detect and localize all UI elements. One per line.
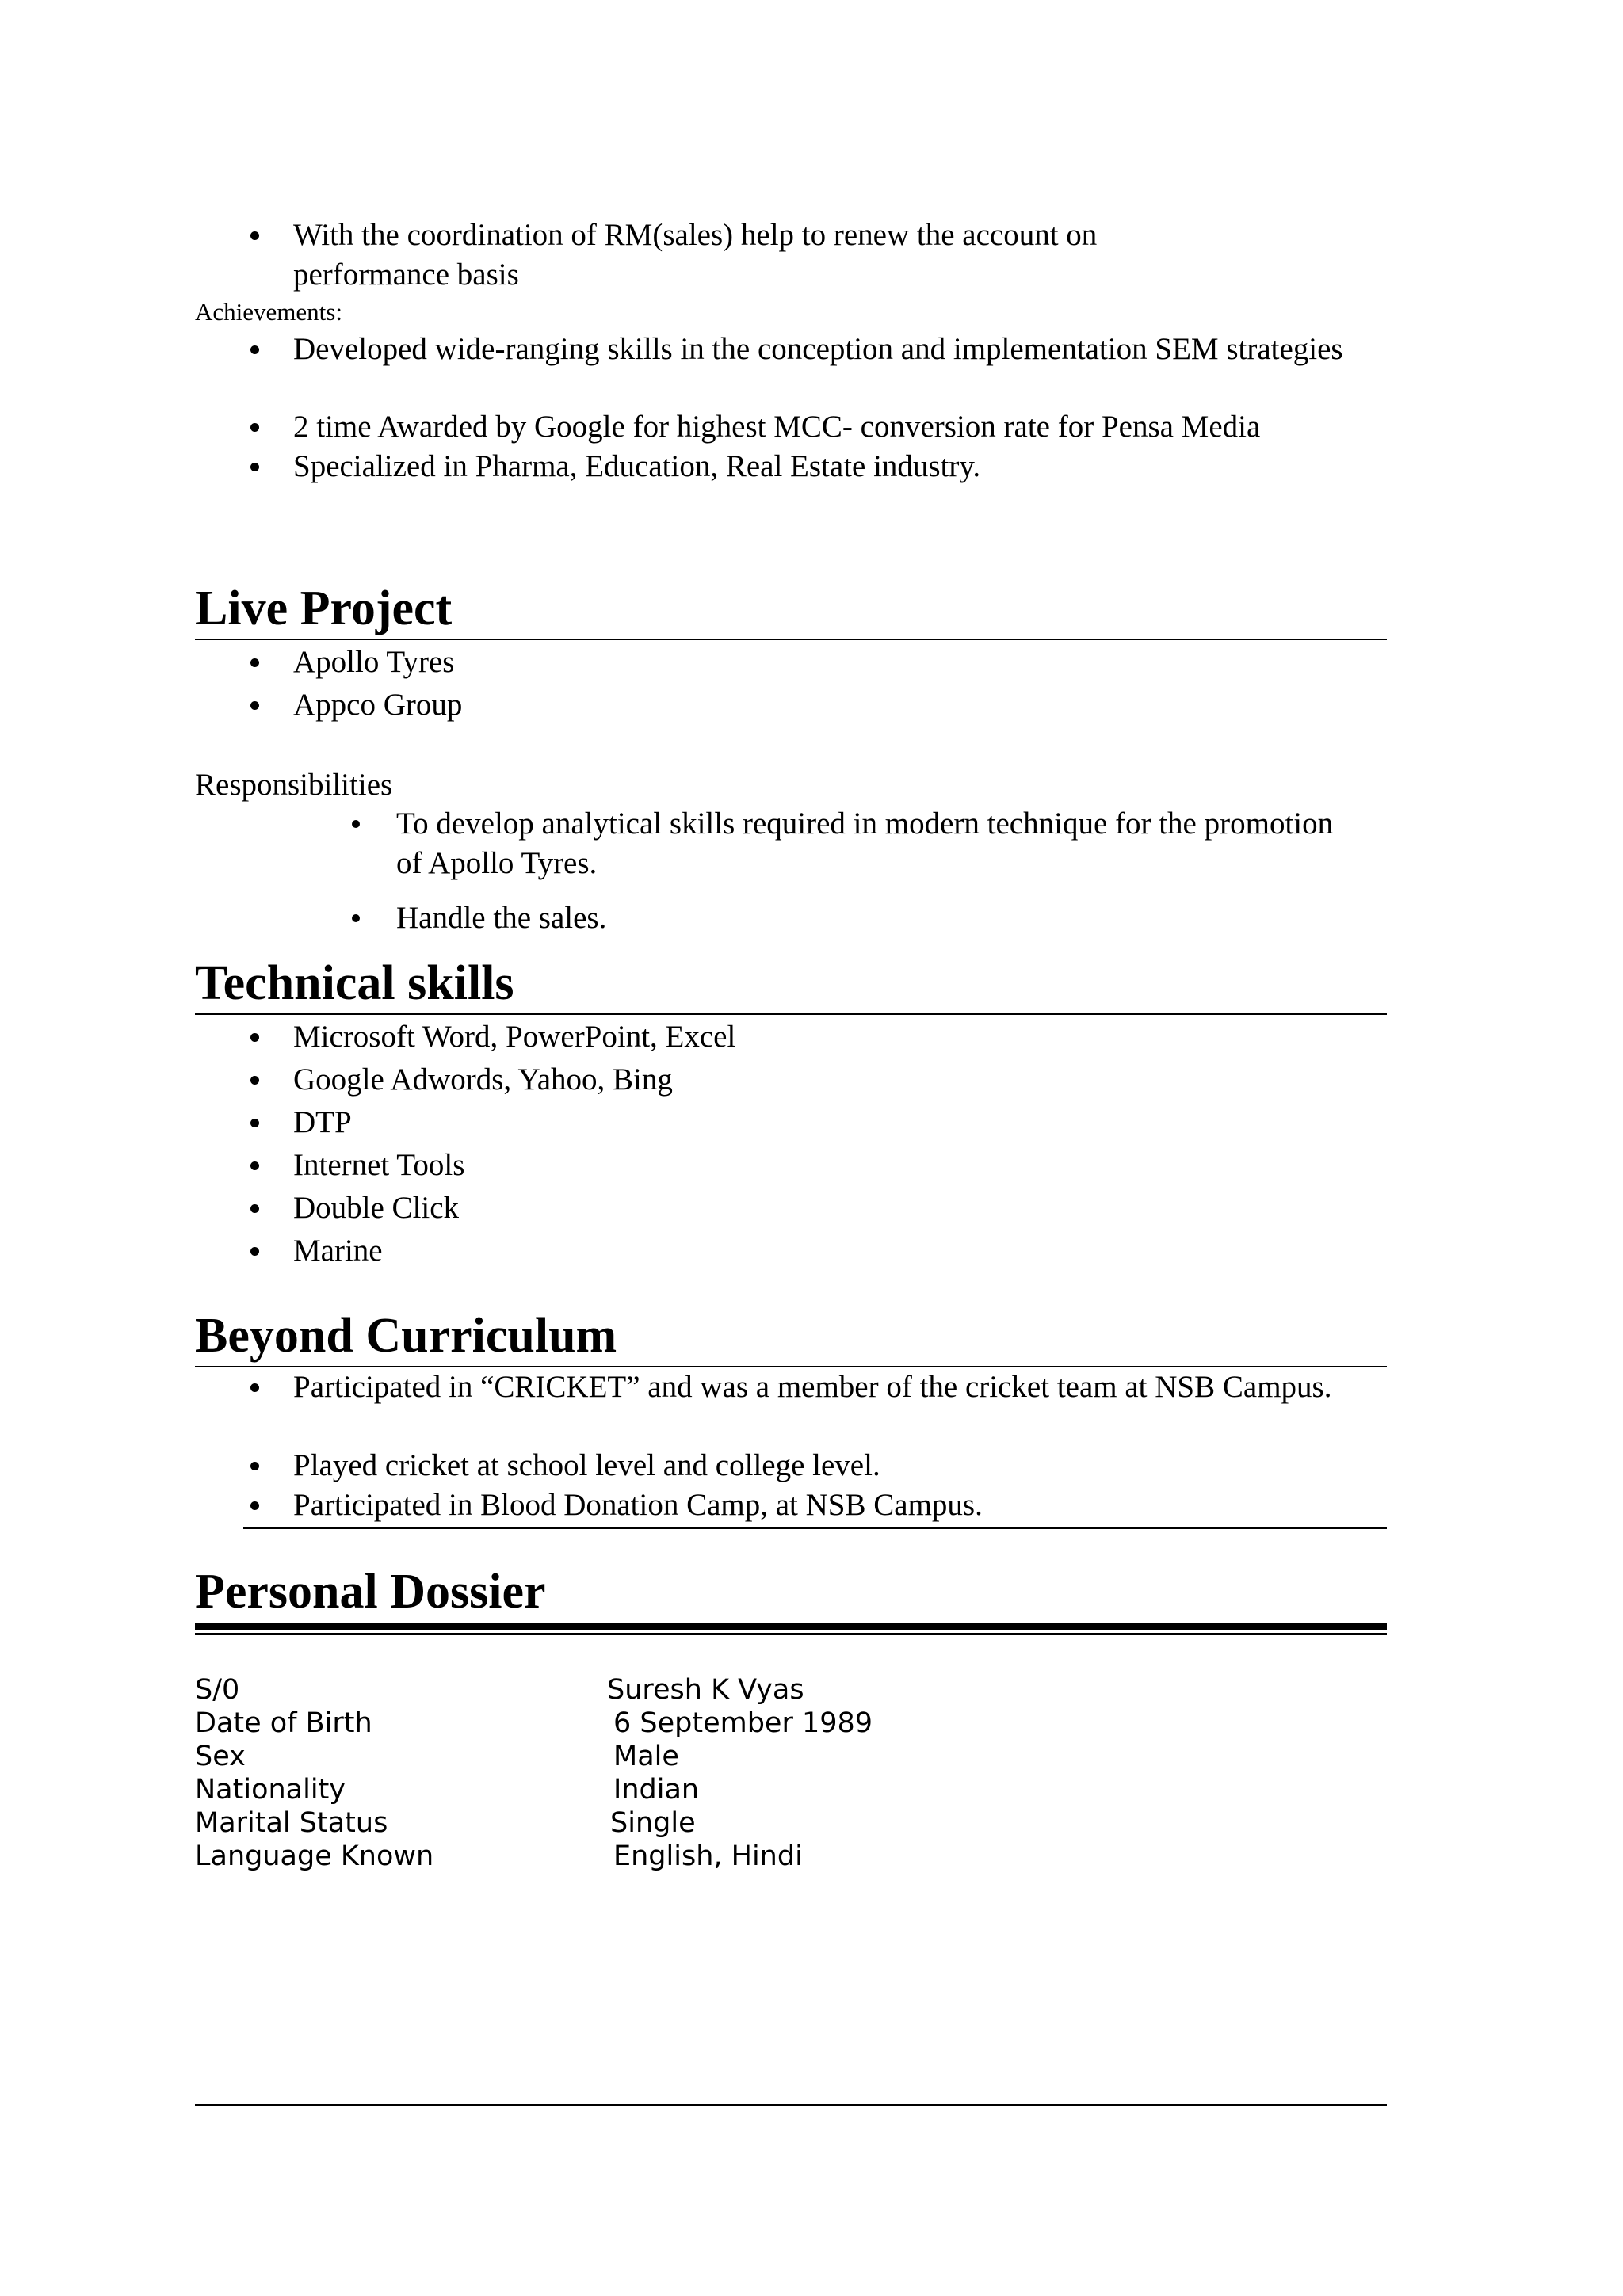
skill-text: Microsoft Word, PowerPoint, Excel [293, 1020, 736, 1054]
skill-text: Internet Tools [293, 1148, 465, 1182]
bullet-icon [250, 701, 259, 710]
bullet-icon [250, 1462, 259, 1470]
intro-bullet [293, 215, 1228, 295]
achievement-text: 2 time Awarded by Google for highest MCC- conversion rate for Pensa Media [293, 410, 1261, 444]
achievement-text: Developed wide-ranging skills in the conception and implementation SEM strategies [293, 332, 1343, 366]
bullet-icon [250, 658, 259, 667]
responsibility-text: Handle the sales. [396, 901, 607, 935]
achievement-item [293, 447, 1482, 486]
bullet-icon [250, 423, 259, 432]
dossier-label: S/0 [195, 1674, 240, 1706]
bullet-icon [250, 1247, 259, 1256]
dossier-value: 6 September 1989 [613, 1707, 873, 1739]
dossier-row [195, 1773, 987, 1806]
bullet-icon [250, 1033, 259, 1042]
achievement-item [293, 407, 1482, 447]
achievements-label: Achievements: [195, 298, 342, 326]
curriculum-item [293, 1367, 1347, 1407]
dossier-label: Language Known [195, 1840, 434, 1872]
footer-divider [195, 2104, 1387, 2106]
curriculum-item [293, 1486, 983, 1525]
section-divider [195, 1013, 1387, 1015]
dossier-row [195, 1740, 987, 1773]
bullet-icon [250, 1501, 259, 1510]
bullet-icon [250, 1204, 259, 1213]
live-project-heading: Live Project [195, 582, 453, 635]
dossier-row [195, 1840, 987, 1873]
bullet-icon [250, 1161, 259, 1170]
curriculum-text: Played cricket at school level and college level. [293, 1448, 880, 1482]
skill-item [293, 1146, 464, 1185]
beyond-curriculum-heading: Beyond Curriculum [195, 1309, 617, 1363]
section-divider [195, 639, 1387, 640]
responsibility-text: To develop analytical skills required in modern technique for the promotion of Apollo Tyres. [396, 807, 1334, 880]
curriculum-text: Participated in “CRICKET” and was a member of the cricket team at NSB Campus. [293, 1370, 1332, 1404]
curriculum-text: Participated in Blood Donation Camp, at NSB Campus. [293, 1488, 983, 1522]
bullet-icon [250, 463, 259, 471]
skill-item [293, 1103, 352, 1142]
heading-double-rule-thick [195, 1623, 1387, 1630]
bullet-icon [250, 1119, 259, 1127]
section-divider [243, 1527, 1387, 1529]
dossier-label: Sex [195, 1741, 246, 1772]
bullet-icon [250, 231, 259, 240]
skill-text: DTP [293, 1105, 352, 1139]
skill-text: Marine [293, 1234, 383, 1268]
dossier-row [195, 1806, 987, 1840]
bullet-icon [352, 820, 360, 828]
achievement-text: Specialized in Pharma, Education, Real Estate industry. [293, 449, 981, 483]
technical-skills-heading: Technical skills [195, 956, 514, 1010]
dossier-row [195, 1673, 987, 1707]
skill-item [293, 1231, 383, 1271]
dossier-row [195, 1707, 987, 1740]
bullet-icon [250, 1076, 259, 1085]
dossier-value: Suresh K Vyas [607, 1674, 804, 1706]
skill-item [293, 1188, 459, 1228]
bullet-icon [250, 345, 259, 354]
live-project-item [293, 643, 454, 682]
skill-item [293, 1060, 673, 1100]
dossier-label: Date of Birth [195, 1707, 372, 1739]
dossier-label: Nationality [195, 1774, 346, 1806]
dossier-value: Male [613, 1741, 679, 1772]
responsibilities-label: Responsibilities [195, 768, 393, 802]
skill-text: Google Adwords, Yahoo, Bing [293, 1062, 673, 1097]
curriculum-item [293, 1446, 880, 1486]
responsibility-item [396, 898, 606, 938]
skill-item [293, 1017, 735, 1057]
live-project-item [293, 685, 462, 725]
intro-bullet-text: With the coordination of RM(sales) help to renew the account on performance basis [293, 218, 1098, 292]
dossier-label: Marital Status [195, 1807, 388, 1839]
heading-double-rule-thin [195, 1633, 1387, 1635]
responsibility-item [396, 804, 1347, 883]
skill-text: Double Click [293, 1191, 460, 1225]
dossier-value: Single [610, 1807, 696, 1839]
bullet-icon [250, 1383, 259, 1392]
dossier-value: Indian [613, 1774, 700, 1806]
dossier-value: English, Hindi [613, 1840, 803, 1872]
live-project-text: Appco Group [293, 688, 463, 722]
bullet-icon [352, 914, 360, 922]
personal-dossier-heading: Personal Dossier [195, 1565, 546, 1619]
live-project-text: Apollo Tyres [293, 645, 455, 679]
achievement-item [293, 330, 1363, 369]
